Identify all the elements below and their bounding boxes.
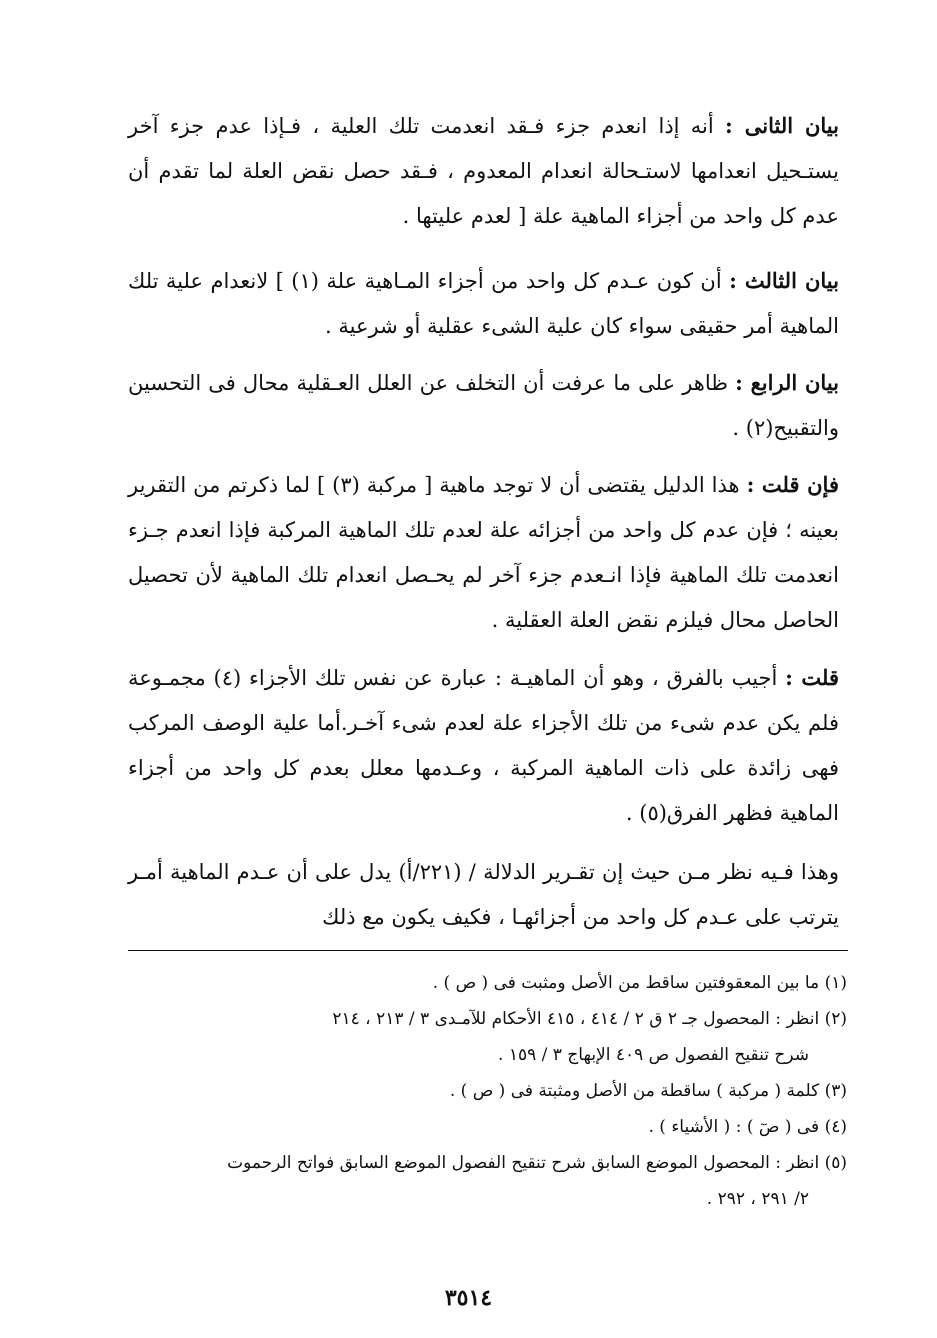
paragraph-fourth-explanation: [128, 360, 839, 451]
footnote-text: (٢) انظر : المحصول جـ ٢ ق ٢ / ٤١٤ ، ٤١٥ الأحكام للآمـدى ٣ / ٢١٣ ، ٢١٤: [332, 1009, 847, 1029]
footnote-text: (٤) فى ( صٓ ) : ( الأشياء ) .: [648, 1117, 847, 1137]
footnote-3: [128, 1073, 847, 1109]
paragraph-heading: بيان الثالث :: [729, 268, 839, 293]
footnote-divider: [128, 950, 848, 951]
footnote-continuation: شرح تنقيح الفصول ص ٤٠٩ الإبهاج ٣ / ١٥٩ .: [498, 1045, 809, 1065]
paragraph-third-explanation: [128, 258, 839, 349]
footnote-5: [128, 1145, 847, 1217]
paragraph-heading: قلت :: [785, 665, 839, 690]
footnote-4: [128, 1109, 847, 1145]
footnote-2: [128, 1001, 847, 1073]
footnote-text: (٣) كلمة ( مركبة ) ساقطة من الأصل ومثبتة فى ( ص ) .: [449, 1081, 847, 1101]
paragraph-text: هذا الدليل يقتضى أن لا توجد ماهية [ مركبة (٣) ] لما ذكرتم من التقرير بعينه ؛ فإن عدم كل واحد من أجزائه علة لعدم تلك الماهية المركبة فإذا انعدم جـزء انعدمت تلك الماهية فإذا انـعدم جزء آخر لم يحـصل انعدام تلك الماهية لأن تحصيل الحاصل محال فيلزم نقض العلة العقلية .: [128, 473, 839, 632]
footnotes: [128, 965, 847, 1217]
paragraph-reply: [128, 655, 839, 836]
paragraph-critique: [128, 850, 839, 940]
paragraph-text: وهذا فـيه نظر مـن حيث إن تقـرير الدلالة / (٢٢١/أ) يدل على أن عـدم الماهية أمـر يترتب على عـدم كل واحد من أجزائهـا ، فكيف يكون مع ذلك: [128, 860, 839, 929]
paragraph-heading: فإن قلت :: [746, 472, 839, 497]
paragraph-heading: بيان الثانى :: [725, 113, 839, 138]
footnote-text: (٥) انظر : المحصول الموضع السابق شرح تنقيح الفصول الموضع السابق فواتح الرحموت: [227, 1153, 847, 1173]
footnote-1: [128, 965, 847, 1001]
footnote-text: (١) ما بين المعقوفتين ساقط من الأصل ومثبت فى ( ص ) .: [432, 973, 847, 993]
paragraph-text: أن كون عـدم كل واحد من أجزاء المـاهية علة (١) ] لانعدام علية تلك الماهية أمر حقيقى سواء كان علية الشىء عقلية أو شرعية .: [128, 269, 839, 338]
paragraph-second-explanation: [128, 103, 839, 239]
paragraph-objection: [128, 462, 839, 643]
paragraph-text: أجيب بالفرق ، وهو أن الماهيـة : عبارة عن نفس تلك الأجزاء (٤) مجمـوعة فلم يكن عدم شىء من تلك الأجزاء علة لعدم شىء آخـر.أما علية الوصف المركب فهى زائدة على ذات الماهية المركبة ، وعـدمها معلل بعدم كل واحد من أجزاء الماهية فظهر الفرق(٥) .: [128, 666, 839, 825]
paragraph-text: ظاهر على ما عرفت أن التخلف عن العلل العـقلية محال فى التحسين والتقبيح(٢) .: [128, 371, 839, 440]
paragraph-heading: بيان الرابع :: [735, 370, 839, 395]
footnote-continuation: ٢/ ٢٩١ ، ٢٩٢ .: [706, 1189, 809, 1209]
paragraph-text: أنه إذا انعدم جزء فـقد انعدمت تلك العلية ، فـإذا عدم جزء آخر يستـحيل انعدامها لاستـحالة انعدام المعدوم ، فـقد حصل نقض العلة لما تقدم أن عدم كل واحد من أجزاء الماهية علة [ لعدم عليتها .: [128, 114, 839, 228]
page-number: ٣٥١٤: [444, 1285, 493, 1311]
